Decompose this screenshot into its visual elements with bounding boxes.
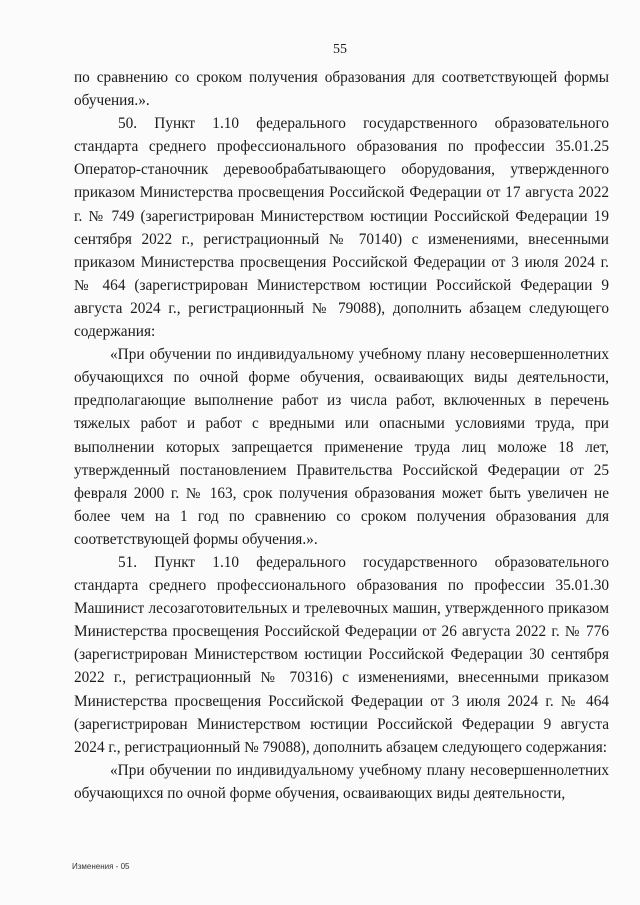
paragraph-quote-51: «При обучении по индивидуальному учебному плану несовершеннолетних обучающихся по очной форме обучения, осваивающих виды деятельности,	[74, 761, 609, 802]
document-body	[74, 66, 609, 805]
paragraph-item-50: 50. Пункт 1.10 федерального государственного образовательного стандарта среднего профессионального образования по профессии 35.01.25 Оператор-станочник деревообрабатывающего оборудования, утвержденного приказом Министерства просвещения Российской Федерации от 17 августа 2022 г. № 749 (зарегистрирован Министерством юстиции Российской Федерации 19 сентября 2022 г., регистрационный № 70140) с изменениями, внесенными приказом Министерства просвещения Российской Федерации от 3 июля 2024 г. № 464 (зарегистрирован Министерством юстиции Российской Федерации 9 августа 2024 г., регистрационный № 79088), дополнить абзацем следующего содержания:	[74, 115, 609, 341]
paragraph-continuation: по сравнению со сроком получения образования для соответствующей формы обучения.».	[74, 69, 609, 110]
paragraph-item-51: 51. Пункт 1.10 федерального государственного образовательного стандарта среднего профессионального образования по профессии 35.01.30 Машинист лесозаготовительных и трелевочных машин, утвержденного приказом Министерства просвещения Российской Федерации от 26 августа 2022 г. № 776 (зарегистрирован Министерством юстиции Российской Федерации 30 сентября 2022 г., регистрационный № 70316) с изменениями, внесенными приказом Министерства просвещения Российской Федерации от 3 июля 2024 г. № 464 (зарегистрирован Министерством юстиции Российской Федерации 9 августа 2024 г., регистрационный № 79088), дополнить абзацем следующего содержания:	[74, 553, 609, 756]
footer-note: Изменения - 05	[72, 862, 130, 871]
paragraph-quote-50: «При обучении по индивидуальному учебному плану несовершеннолетних обучающихся по очной форме обучения, осваивающих виды деятельности, предполагающие выполнение работ из числа работ, включенных в перечень тяжелых работ и работ с вредными или опасными условиями труда, при выполнении которых запрещается применение труда лиц моложе 18 лет, утвержденный постановлением Правительства Российской Федерации от 25 февраля 2000 г. № 163, срок получения образования может быть увеличен не более чем на 1 год по сравнению со сроком получения образования для соответствующей формы обучения.».	[74, 346, 609, 548]
page-number: 55	[333, 42, 347, 57]
